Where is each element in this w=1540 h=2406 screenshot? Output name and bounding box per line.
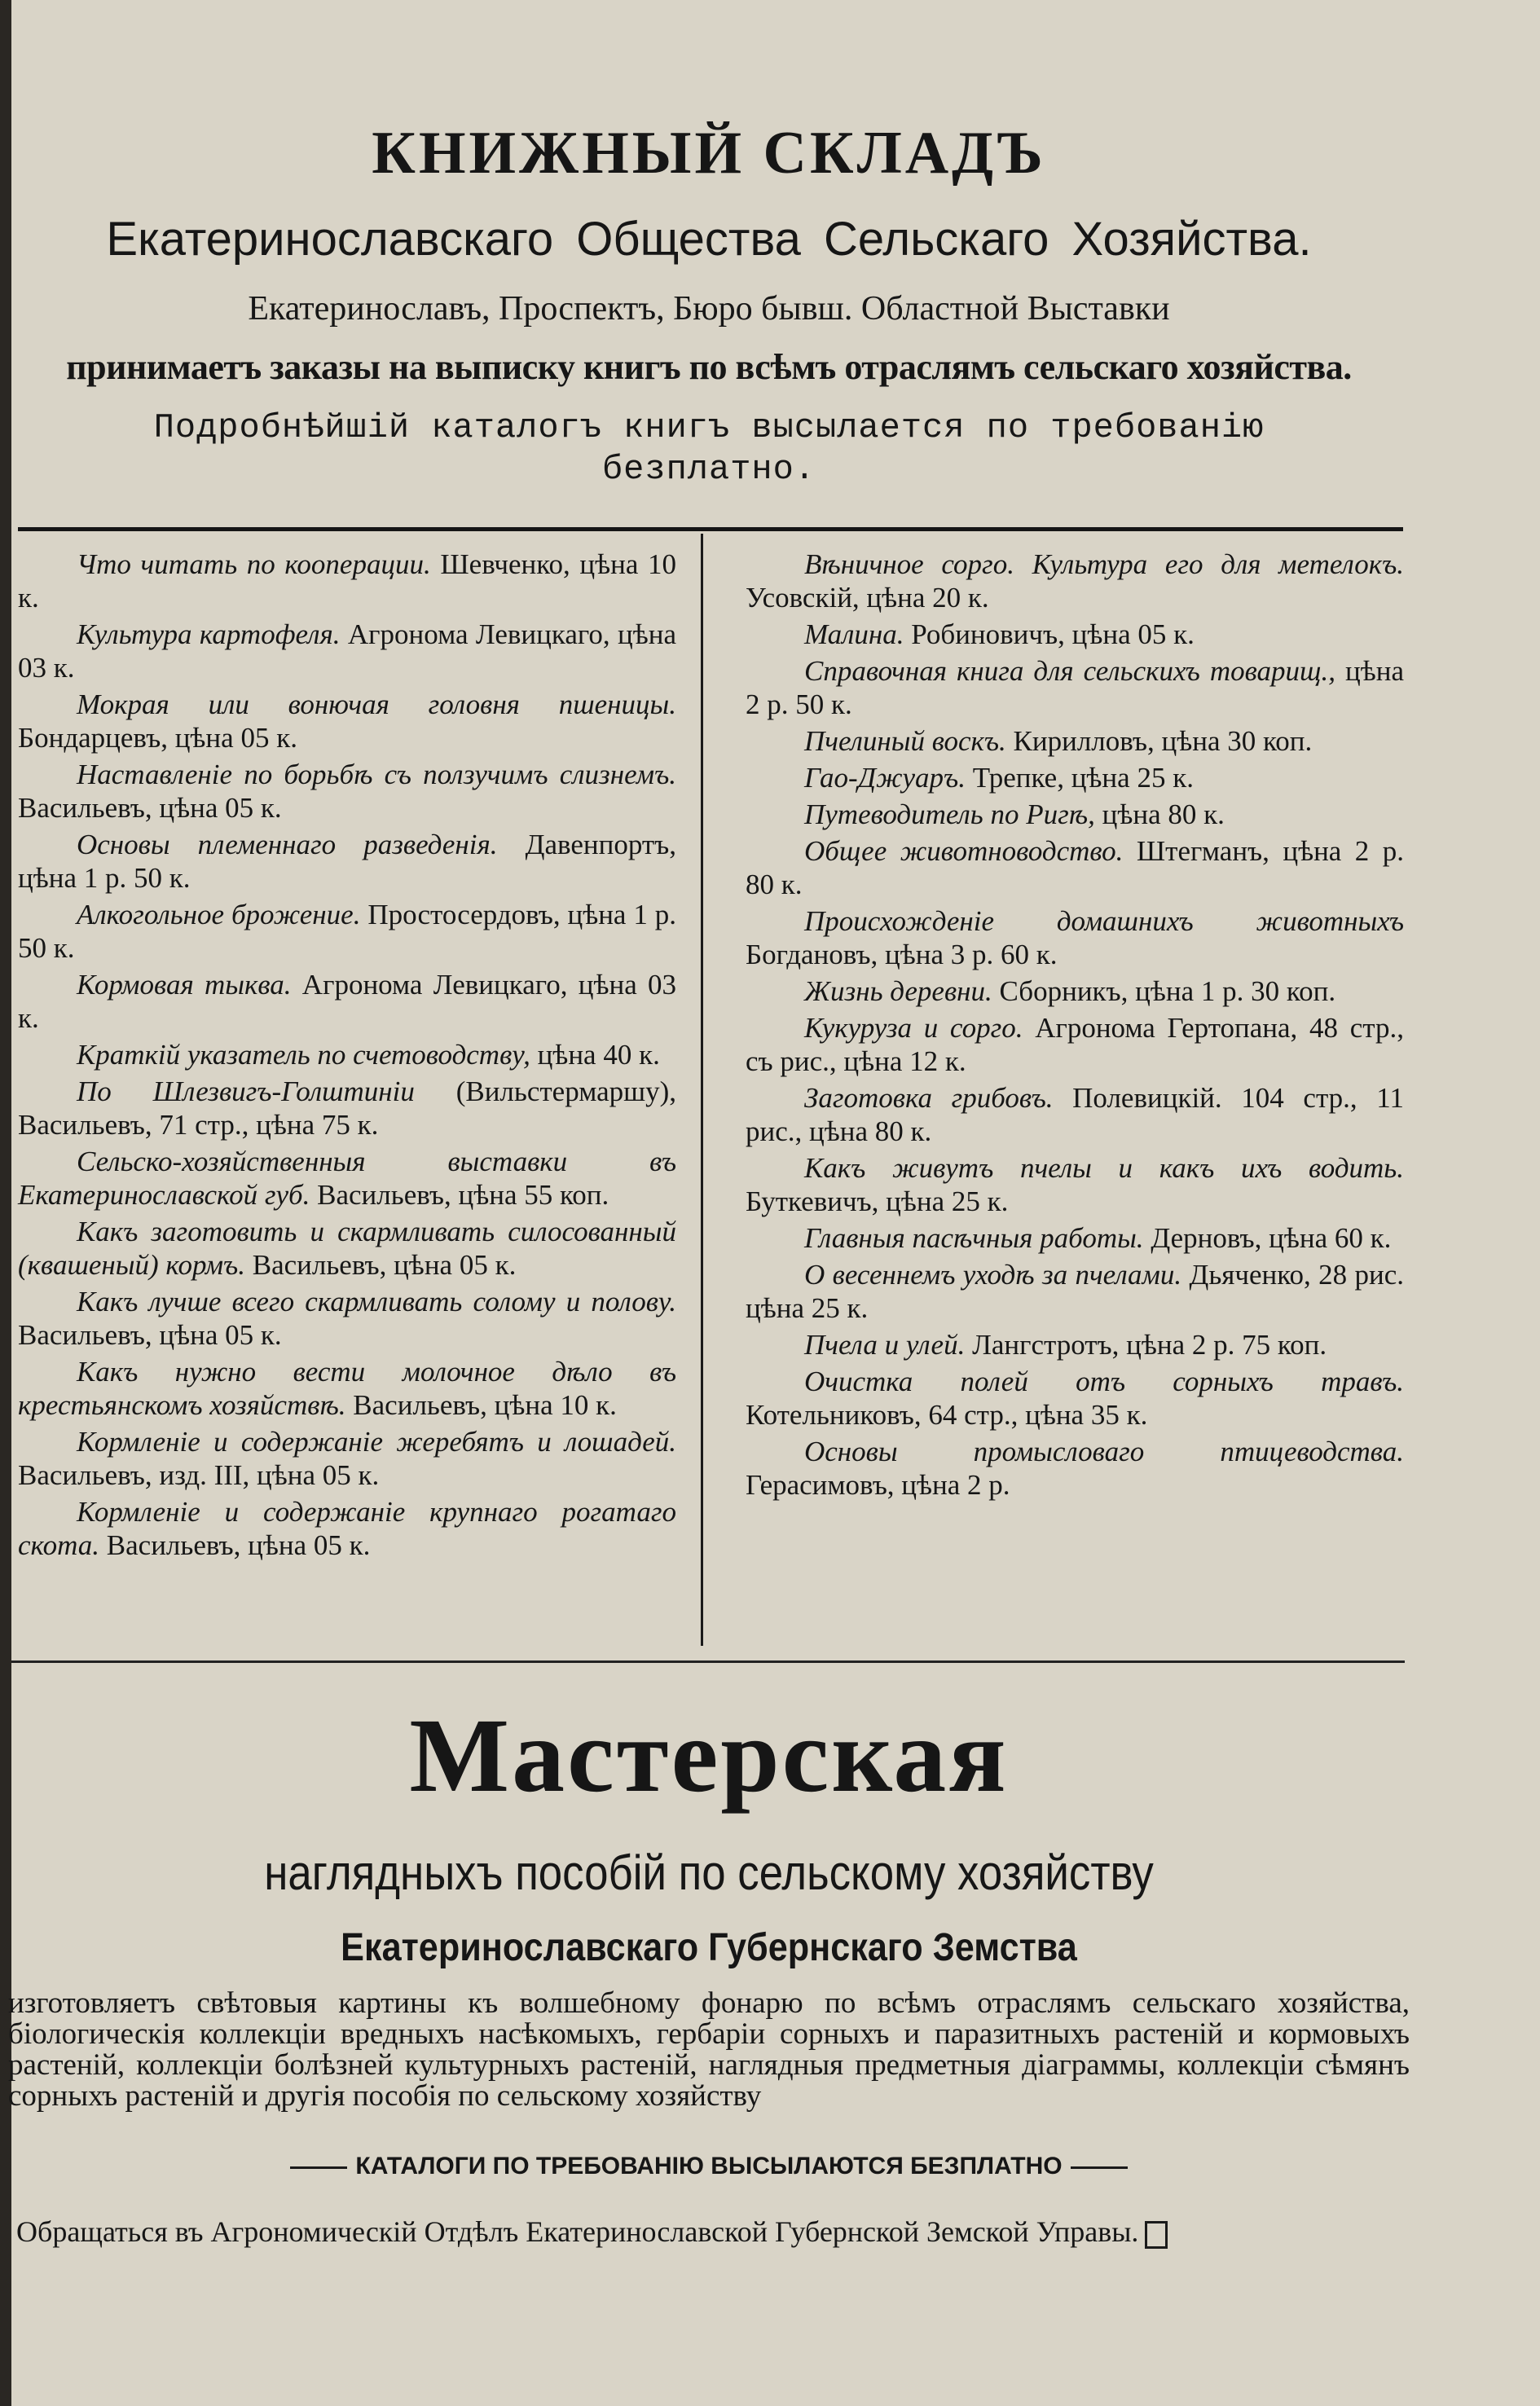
book-entry bbox=[18, 968, 676, 1035]
middle-rule bbox=[11, 1660, 1405, 1663]
book-details: Усовскій, цѣна 20 к. bbox=[746, 582, 989, 614]
book-details: (Вильстермаршу), Васильевъ, 71 стр., цѣна 75 к. bbox=[18, 1075, 676, 1141]
book-details: Сборникъ, цѣна 1 р. 30 коп. bbox=[992, 975, 1336, 1007]
book-details: Васильевъ, цѣна 05 к. bbox=[99, 1529, 371, 1561]
book-title: Мокрая или вонючая головня пшеницы. bbox=[77, 688, 676, 720]
book-title: Кормленіе и содержаніе жеребятъ и лошадей. bbox=[77, 1426, 676, 1458]
book-store-title: КНИЖНЫЙ СКЛАДЪ bbox=[372, 120, 1046, 187]
book-entry bbox=[746, 1435, 1404, 1502]
book-entry bbox=[18, 1038, 676, 1071]
book-title: Малина. bbox=[804, 618, 904, 650]
book-title: О весеннемъ уходѣ за пчелами. bbox=[804, 1259, 1182, 1291]
book-title: Кукуруза и сорго. bbox=[804, 1012, 1023, 1044]
book-store-orders: принимаетъ заказы на выписку книгъ по всѣмъ отраслямъ сельскаго хозяйства. bbox=[66, 347, 1352, 388]
book-details: Робиновичъ, цѣна 05 к. bbox=[904, 618, 1195, 650]
book-details: Дерновъ, цѣна 60 к. bbox=[1143, 1222, 1392, 1254]
workshop-contact bbox=[16, 2215, 1401, 2249]
book-title: Культура картофеля. bbox=[77, 618, 341, 650]
workshop-subtitle: наглядныхъ пособій по сельскому хозяйству bbox=[264, 1845, 1154, 1900]
book-entry bbox=[18, 1075, 676, 1141]
book-title: Сельско-хозяйственныя выставки въ Екатеринославской губ. bbox=[18, 1146, 676, 1211]
book-list-left bbox=[18, 548, 676, 1565]
book-entry bbox=[746, 1365, 1404, 1432]
book-entry bbox=[18, 1285, 676, 1352]
book-entry bbox=[746, 1328, 1404, 1361]
book-entry bbox=[746, 761, 1404, 794]
book-entry bbox=[18, 548, 676, 614]
book-title: Основы племеннаго разведенія. bbox=[77, 829, 498, 860]
workshop-description: изготовляетъ свѣтовыя картины къ волшебному фонарю по всѣмъ отраслямъ сельскаго хозяйства, біологическія коллекціи вредныхъ насѣкомыхъ, гербаріи сорныхъ и паразитныхъ растеній и кормовыхъ растеній, коллекціи болѣзней культурныхъ растеній, наглядныя предметныя діаграммы, коллекціи сѣмянъ сорныхъ растеній и другія пособія по сельскому хозяйству bbox=[8, 1986, 1410, 2113]
book-store-ad bbox=[16, 122, 1401, 490]
book-entry bbox=[18, 898, 676, 965]
book-title: Какъ нужно вести молочное дѣло въ крестьянскомъ хозяйствѣ. bbox=[18, 1356, 676, 1421]
book-entry bbox=[18, 1425, 676, 1492]
book-title: Происхожденіе домашнихъ животныхъ bbox=[804, 905, 1404, 937]
book-entry bbox=[746, 798, 1404, 831]
book-entry bbox=[746, 974, 1404, 1008]
book-entry bbox=[18, 828, 676, 895]
book-title: Какъ лучше всего скармливать солому и полову. bbox=[77, 1286, 676, 1317]
workshop-title: Мастерская bbox=[409, 1697, 1009, 1814]
book-entry bbox=[18, 618, 676, 684]
book-title: Какъ живутъ пчелы и какъ ихъ водить. bbox=[804, 1152, 1404, 1184]
dash-left bbox=[290, 2166, 347, 2169]
book-entry bbox=[746, 1258, 1404, 1325]
workshop-ad bbox=[8, 1697, 1410, 2249]
book-entry bbox=[746, 654, 1404, 721]
book-details: Богдановъ, цѣна 3 р. 60 к. bbox=[746, 939, 1058, 970]
book-details: Васильевъ, цѣна 55 коп. bbox=[310, 1179, 609, 1211]
book-title: Пчелиный воскъ. bbox=[804, 725, 1006, 757]
book-details: Простосердовъ, цѣна 1 р. 50 к. bbox=[18, 899, 676, 964]
book-entry bbox=[746, 1081, 1404, 1148]
book-entry bbox=[746, 548, 1404, 614]
book-entry bbox=[746, 618, 1404, 651]
book-title: Алкогольное брожение. bbox=[77, 899, 361, 930]
book-title: Какъ заготовить и скармливать силосованный (квашеный) кормъ. bbox=[18, 1216, 676, 1281]
book-details: Кирилловъ, цѣна 30 коп. bbox=[1005, 725, 1313, 757]
book-title: Основы промысловаго птицеводства. bbox=[804, 1436, 1404, 1467]
book-title: По Шлезвигъ-Голштиніи bbox=[77, 1075, 415, 1107]
book-entry bbox=[746, 1151, 1404, 1218]
book-details: Васильевъ, цѣна 05 к. bbox=[18, 1319, 282, 1351]
book-entry bbox=[746, 1011, 1404, 1078]
book-details: Васильевъ, цѣна 10 к. bbox=[345, 1389, 617, 1421]
book-details: Буткевичъ, цѣна 25 к. bbox=[746, 1185, 1009, 1217]
book-title: Заготовка грибовъ. bbox=[804, 1082, 1054, 1114]
book-title: Пчела и улей. bbox=[804, 1329, 966, 1361]
book-title: Кормленіе и содержаніе крупнаго рогатаго скота. bbox=[18, 1496, 676, 1561]
book-details: Штегманъ, цѣна 2 р. 80 к. bbox=[746, 835, 1404, 900]
book-store-address: Екатеринославъ, Проспектъ, Бюро бывш. Областной Выставки bbox=[248, 290, 1170, 328]
book-title: Главныя пасѣчныя работы. bbox=[804, 1222, 1144, 1254]
book-title: Гао-Джуаръ. bbox=[804, 762, 966, 794]
book-details: Герасимовъ, цѣна 2 р. bbox=[746, 1469, 1010, 1501]
book-details: Васильевъ, изд. III, цѣна 05 к. bbox=[18, 1459, 380, 1491]
book-entry bbox=[18, 1355, 676, 1422]
book-entry bbox=[18, 688, 676, 754]
dash-right bbox=[1071, 2166, 1128, 2169]
book-entry bbox=[746, 834, 1404, 901]
book-title: Справочная книга для сельскихъ товарищ., bbox=[804, 655, 1335, 687]
book-details: цѣна 40 к. bbox=[530, 1039, 660, 1071]
workshop-catalogs bbox=[16, 2153, 1401, 2180]
book-entry bbox=[746, 724, 1404, 758]
column-divider bbox=[701, 534, 703, 1646]
book-title: Краткій указатель по счетоводству, bbox=[77, 1039, 530, 1071]
workshop-catalogs-text: КАТАЛОГИ ПО ТРЕБОВАНІЮ ВЫСЫЛАЮТСЯ БЕЗПЛАТНО bbox=[355, 2153, 1063, 2179]
book-entry bbox=[18, 1495, 676, 1562]
book-title: Вѣничное сорго. Культура его для метелокъ. bbox=[804, 548, 1404, 580]
book-details: Агронома Левицкаго, цѣна 03 к. bbox=[18, 618, 676, 684]
book-details: Шевченко, цѣна 10 к. bbox=[18, 548, 676, 614]
workshop-contact-text: Обращаться въ Агрономическій Отдѣлъ Екатеринославской Губернской Земской Управы. bbox=[16, 2215, 1139, 2248]
book-details: цѣна 80 к. bbox=[1094, 798, 1225, 830]
book-details: Агронома Левицкаго, цѣна 03 к. bbox=[18, 969, 676, 1034]
book-details: Бондарцевъ, цѣна 05 к. bbox=[18, 722, 297, 754]
book-entry bbox=[18, 1215, 676, 1282]
book-title: Общее животноводство. bbox=[804, 835, 1124, 867]
book-entry bbox=[746, 1221, 1404, 1255]
book-entry bbox=[18, 758, 676, 825]
workshop-owner: Екатеринославскаго Губернскаго Земства bbox=[341, 1926, 1077, 1969]
book-details: Давенпортъ, цѣна 1 р. 50 к. bbox=[18, 829, 676, 894]
book-title: Очистка полей отъ сорныхъ травъ. bbox=[804, 1366, 1404, 1397]
end-mark-icon bbox=[1145, 2221, 1168, 2249]
book-details: Котельниковъ, 64 стр., цѣна 35 к. bbox=[746, 1399, 1148, 1431]
book-details: Трепке, цѣна 25 к. bbox=[965, 762, 1194, 794]
book-list-right bbox=[746, 548, 1404, 1505]
book-details: Лангстротъ, цѣна 2 р. 75 коп. bbox=[965, 1329, 1327, 1361]
book-title: Кормовая тыква. bbox=[77, 969, 292, 1001]
top-rule bbox=[18, 527, 1403, 531]
book-entry bbox=[746, 904, 1404, 971]
book-entry bbox=[18, 1145, 676, 1212]
book-details: Дьяченко, 28 рис. цѣна 25 к. bbox=[746, 1259, 1404, 1324]
book-store-subtitle: Екатеринославскаго Общества Сельскаго Хозяйства. bbox=[106, 212, 1312, 266]
book-details: Васильевъ, цѣна 05 к. bbox=[18, 792, 282, 824]
book-details: Васильевъ, цѣна 05 к. bbox=[244, 1249, 517, 1281]
book-title: Наставленіе по борьбѣ съ ползучимъ слизнемъ. bbox=[77, 759, 676, 790]
book-title: Путеводитель по Ригѣ, bbox=[804, 798, 1095, 830]
book-title: Жизнь деревни. bbox=[804, 975, 992, 1007]
book-details: Агронома Гертопана, 48 стр., съ рис., цѣна 12 к. bbox=[746, 1012, 1404, 1077]
book-title: Что читать по кооперации. bbox=[77, 548, 431, 580]
book-store-catalog: Подробнѣйшій каталогъ книгъ высылается по требованію безплатно. bbox=[153, 408, 1265, 489]
book-details: цѣна 2 р. 50 к. bbox=[746, 655, 1404, 720]
book-details: Полевицкій. 104 стр., 11 рис., цѣна 80 к. bbox=[746, 1082, 1404, 1147]
